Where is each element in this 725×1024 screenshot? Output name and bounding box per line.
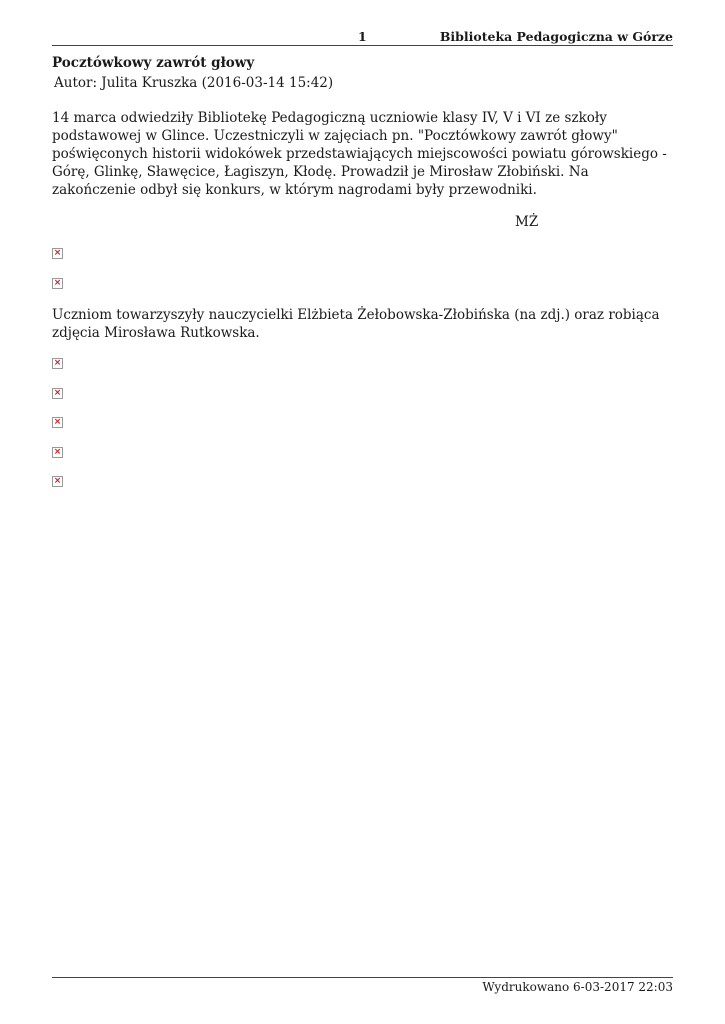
article-title: Pocztówkowy zawrót głowy bbox=[52, 55, 255, 71]
page-header bbox=[52, 29, 673, 45]
site-name: Biblioteka Pedagogiczna w Górze bbox=[439, 29, 673, 44]
article-paragraph: Uczniom towarzyszyły nauczycielki Elżbieta Żełobowska-Złobińska (na zdj.) oraz robiąca zdjęcia Mirosława Rutkowska. bbox=[52, 307, 660, 341]
broken-image-icon: × bbox=[53, 388, 62, 398]
broken-image-icon: × bbox=[53, 447, 62, 457]
printed-page bbox=[52, 0, 673, 1024]
broken-image-icon: × bbox=[53, 417, 62, 427]
print-timestamp: Wydrukowano 6-03-2017 22:03 bbox=[482, 980, 673, 994]
article-byline: Autor: Julita Kruszka (2016-03-14 15:42) bbox=[54, 75, 334, 91]
article-paragraph: 14 marca odwiedziły Bibliotekę Pedagogiczną uczniowie klasy IV, V i VI ze szkoły podstawowej w Glince. Uczestniczyli w zajęciach pn. "Pocztówkowy zawrót głowy" poświęconych historii widokówek przedstawiających miejscowości powiatu górowskiego - Górę, Glinkę, Sławęcice, Łagiszyn, Kłodę. Prowadził je Mirosław Złobiński. Na zakończenie odbył się konkurs, w którym nagrodami były przewodniki. bbox=[52, 110, 667, 198]
footer-divider bbox=[52, 977, 673, 978]
broken-image-icon: × bbox=[53, 476, 62, 486]
page-number: 1 bbox=[358, 29, 367, 44]
article-signature: MŻ bbox=[515, 214, 539, 230]
header-divider bbox=[52, 45, 673, 46]
broken-image-icon: × bbox=[53, 358, 62, 368]
broken-image-icon: × bbox=[53, 278, 62, 288]
broken-image-icon: × bbox=[53, 248, 62, 258]
